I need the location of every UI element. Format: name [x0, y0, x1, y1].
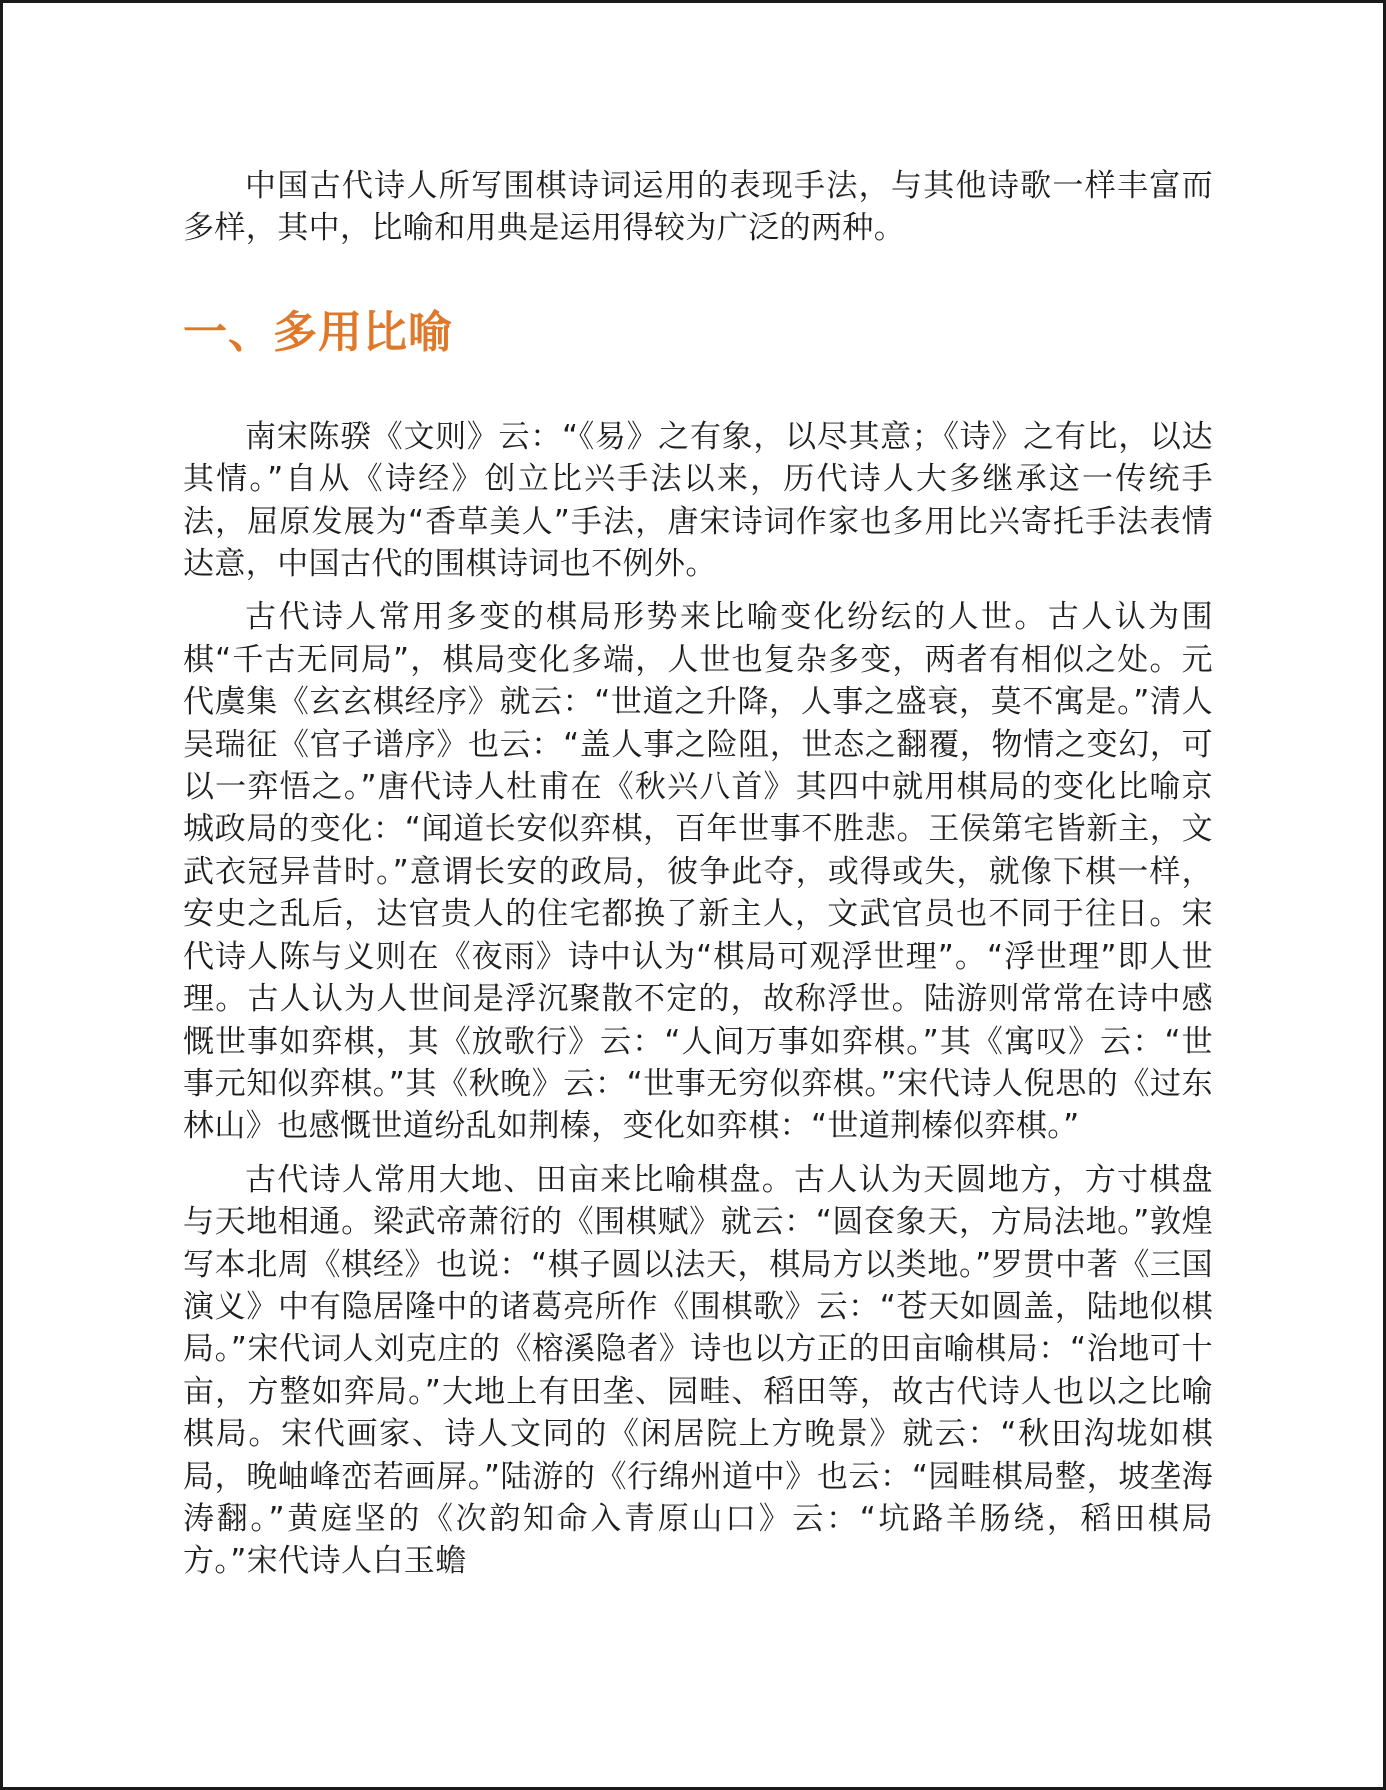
- section-heading: 一、多用比喻: [183, 306, 453, 358]
- page-content: [183, 165, 1213, 1583]
- body-paragraph-2: 古代诗人常用多变的棋局形势来比喻变化纷纭的人世。古人认为围棋“千古无同局”，棋局变化多端，人世也复杂多变，两者有相似之处。元代虞集《玄玄棋经序》就云：“世道之升降，人事之盛衰，莫不寓是。”清人吴瑞征《官子谱序》也云：“盖人事之险阻，世态之翻覆，物情之变幻，可以一弈悟之。”唐代诗人杜甫在《秋兴八首》其四中就用棋局的变化比喻京城政局的变化：“闻道长安似弈棋，百年世事不胜悲。王侯第宅皆新主，文武衣冠异昔时。”意谓长安的政局，彼争此夺，或得或失，就像下棋一样，安史之乱后，达官贵人的住宅都换了新主人，文武官员也不同于往日。宋代诗人陈与义则在《夜雨》诗中认为“棋局可观浮世理”。“浮世理”即人世理。古人认为人世间是浮沉聚散不定的，故称浮世。陆游则常常在诗中感慨世事如弈棋，其《放歌行》云：“人间万事如弈棋。”其《寓叹》云：“世事元知似弈棋。”其《秋晚》云：“世事无穷似弈棋。”宋代诗人倪思的《过东林山》也感慨世道纷乱如荆榛，变化如弈棋：“世道荆榛似弈棋。”: [183, 599, 1213, 1145]
- body-paragraph-3: 古代诗人常用大地、田亩来比喻棋盘。古人认为天圆地方，方寸棋盘与天地相通。梁武帝萧衍的《围棋赋》就云：“圆奁象天，方局法地。”敦煌写本北周《棋经》也说：“棋子圆以法天，棋局方以类地。”罗贯中著《三国演义》中有隐居隆中的诸葛亮所作《围棋歌》云：“苍天如圆盖，陆地似棋局。”宋代词人刘克庄的《榕溪隐者》诗也以方正的田亩喻棋局：“治地可十亩，方整如弈局。”大地上有田垄、园畦、稻田等，故古代诗人也以之比喻棋局。宋代画家、诗人文同的《闲居院上方晚景》就云：“秋田沟垅如棋局，晚岫峰峦若画屏。”陆游的《行绵州道中》也云：“园畦棋局整，坡垄海涛翻。”黄庭坚的《次韵知命入青原山口》云：“坑路羊肠绕，稻田棋局方。”宋代诗人白玉蟾: [183, 1161, 1213, 1580]
- intro-paragraph: 中国古代诗人所写围棋诗词运用的表现手法，与其他诗歌一样丰富而多样，其中，比喻和用典是运用得较为广泛的两种。: [183, 168, 1213, 247]
- body-paragraph-1: 南宋陈骙《文则》云：“《易》之有象，以尽其意；《诗》之有比，以达其情。”自从《诗经》创立比兴手法以来，历代诗人大多继承这一传统手法，屈原发展为“香草美人”手法，唐宋诗词作家也多用比兴寄托手法表情达意，中国古代的围棋诗词也不例外。: [183, 418, 1213, 583]
